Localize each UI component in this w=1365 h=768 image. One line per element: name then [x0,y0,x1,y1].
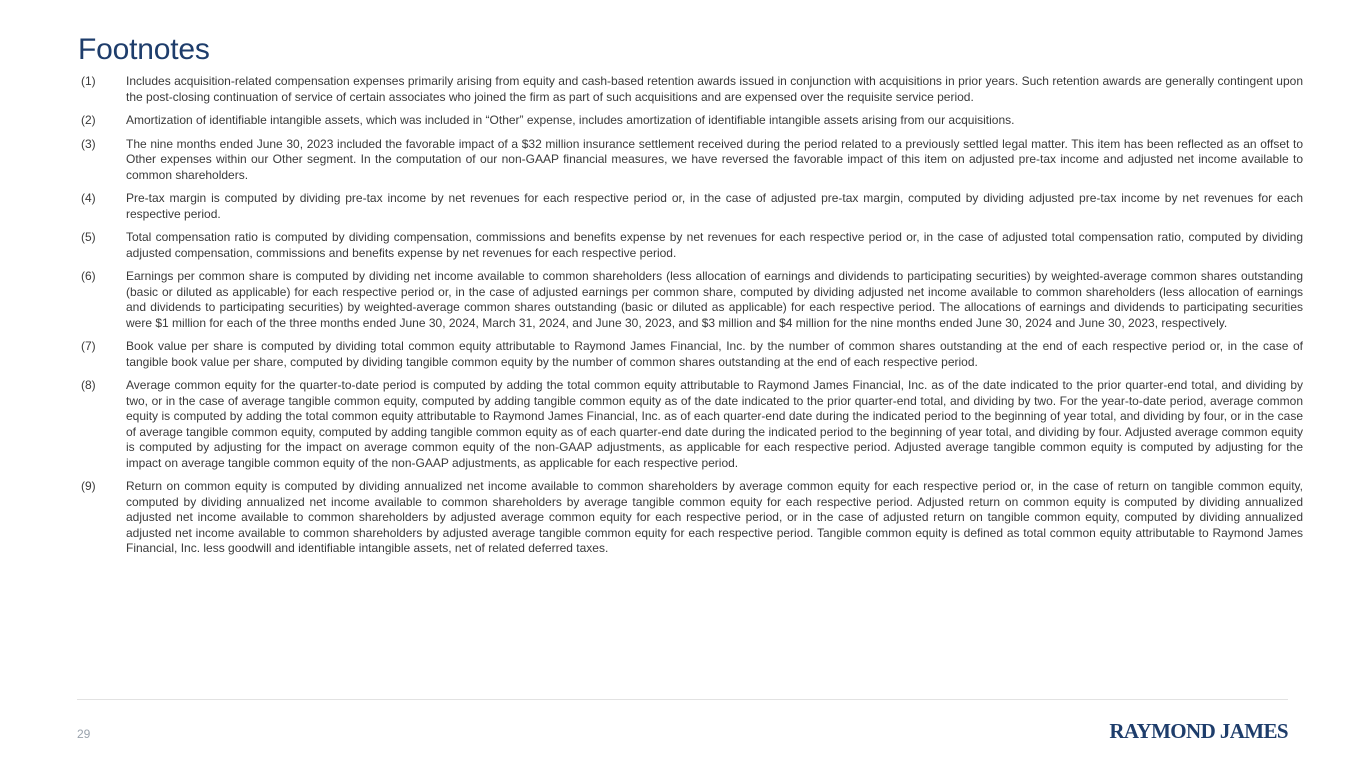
footnote-number: (6) [81,269,96,283]
footnote-number: (7) [81,339,96,353]
footnote-text: Average common equity for the quarter-to-date period is computed by adding the total common equity attributable to Raymond James Financial, Inc. as of the date indicated to the prior quarter-end total, and dividing by two, or in the case of average tangible common equity, computed by adding tangible common equity as of the date indicated to the prior quarter-end total, and dividing by two. For the year-to-date period, average common equity is computed by adding the total common equity attributable to Raymond James Financial, Inc. as of each quarter-end date during the indicated period to the beginning of year total, and dividing by four, or in the case of average tangible common equity, computed by adding tangible common equity as of each quarter-end date during the indicated period to the beginning of year total, and dividing by four. Adjusted average common equity is computed by adjusting for the impact on average common equity of the non-GAAP adjustments, as applicable for each respective period. Adjusted average tangible common equity is computed by adjusting for the impact on average tangible common equity of the non-GAAP adjustments, as applicable for each respective period. [126,378,1303,470]
footnote-item [81,269,1303,331]
footnote-item [81,113,1303,129]
footnote-number: (3) [81,136,96,151]
footnote-number: (5) [81,230,96,244]
footnote-item [81,378,1303,471]
footnote-text: Book value per share is computed by dividing total common equity attributable to Raymond James Financial, Inc. by the number of common shares outstanding at the end of each respective period or, in the case of tangible book value per share, computed by dividing tangible common equity by the number of common shares outstanding at the end of each respective period. [126,339,1303,369]
footnote-number: (8) [81,378,96,392]
footnote-item [81,191,1303,222]
raymond-james-logo: RAYMOND JAMES [1109,719,1288,743]
footnotes-list [81,74,1303,565]
footnote-item [81,137,1303,184]
footnote-number: (2) [81,113,96,127]
footnote-text: Amortization of identifiable intangible assets, which was included in “Other” expense, includes amortization of identifiable intangible assets arising from our acquisitions. [126,113,1015,127]
footnote-text: Earnings per common share is computed by dividing net income available to common shareholders (less allocation of earnings and dividends to participating securities) by weighted-average common shares outstanding (basic or diluted as applicable) for each respective period or, in the case of adjusted earnings per common share, computed by dividing adjusted net income available to common shareholders (less allocation of earnings and dividends to participating securities) by weighted-average common shares outstanding (basic or diluted as applicable) for each respective period. The allocations of earnings and dividends to participating securities were $1 million for each of the three months ended June 30, 2024, March 31, 2024, and June 30, 2023, and $3 million and $4 million for the nine months ended June 30, 2024 and June 30, 2023, respectively. [126,269,1303,330]
page-title: Footnotes [78,33,210,66]
footnote-text: Pre-tax margin is computed by dividing pre-tax income by net revenues for each respective period or, in the case of adjusted pre-tax margin, computed by dividing adjusted pre-tax income by net revenues for each respective period. [126,191,1303,221]
footnote-number: (4) [81,191,96,205]
footnote-text: Return on common equity is computed by dividing annualized net income available to common shareholders by average common equity for each respective period or, in the case of return on tangible common equity, computed by dividing annualized net income available to common shareholders by average tangible common equity for each respective period. Adjusted return on common equity is computed by dividing annualized adjusted net income available to common shareholders by adjusted average common equity for each respective period, or in the case of adjusted return on tangible common equity, computed by dividing annualized adjusted net income available to common shareholders by adjusted average tangible common equity for each respective period. Tangible common equity is defined as total common equity attributable to Raymond James Financial, Inc. less goodwill and identifiable intangible assets, net of related deferred taxes. [126,479,1303,555]
footnote-item [81,479,1303,557]
footnote-item [81,230,1303,261]
footnote-number: (9) [81,479,96,493]
footnote-text: The nine months ended June 30, 2023 included the favorable impact of a $32 million insurance settlement received during the period related to a previously settled legal matter. This item has been reflected as an offset to Other expenses within our Other segment. In the computation of our non-GAAP financial measures, we have reversed the favorable impact of this item on adjusted pre-tax income and adjusted net income available to common shareholders. [126,136,1303,182]
footnote-item [81,339,1303,370]
footnote-text: Total compensation ratio is computed by dividing compensation, commissions and benefits expense by net revenues for each respective period or, in the case of adjusted total compensation ratio, computed by dividing adjusted compensation, commissions and benefits expense by net revenues for each respective period. [126,230,1303,260]
footnote-item [81,74,1303,105]
footnote-number: (1) [81,74,96,88]
page-number: 29 [77,727,91,741]
footer-divider [77,699,1288,700]
footnote-text: Includes acquisition-related compensation expenses primarily arising from equity and cash-based retention awards issued in conjunction with acquisitions in prior years. Such retention awards are generally contingent upon the post-closing continuation of service of certain associates who joined the firm as part of such acquisitions and are expensed over the requisite service period. [126,74,1303,104]
